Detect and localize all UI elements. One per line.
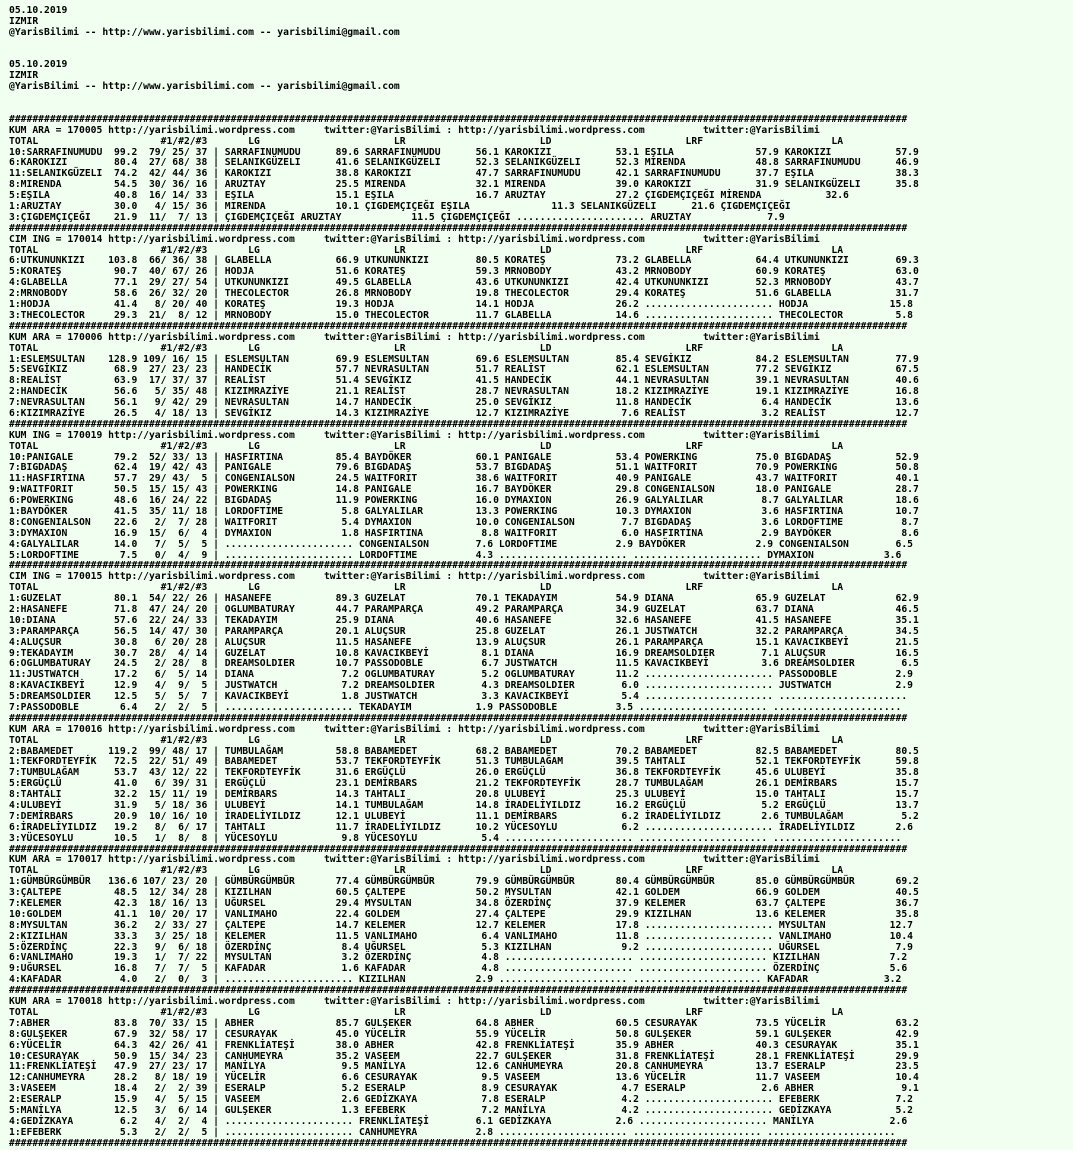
separator-line: ##########################################################################################################################################################	[9, 713, 908, 724]
race-row: 3:ÇALTEPE 48.5 12/ 34/ 28 | KIZILHAN 60.5 ÇALTEPE 50.2 MYSULTAN 42.1 GOLDEM 66.9 GOLDEM 40.5	[9, 887, 919, 899]
race-row: 8:MYSULTAN 36.2 2/ 33/ 27 | ÇALTEPE 14.7 KELEMER 12.7 KELEMER 17.8 ...................... MYSULTAN 12.7	[9, 919, 914, 931]
race-row: 7:NEVRASULTAN 56.1 9/ 42/ 29 | NEVRASULTAN 14.7 HANDECİK 25.0 SEVGİKIZ 11.8 HANDECİK 6.4 HANDECİK 13.6	[9, 397, 919, 409]
race-row: 7:TUMBULAĞAM 53.7 43/ 12/ 22 | TEKFORDTEYFİK 31.6 ERGÜÇLÜ 26.0 ERGÜÇLÜ 36.8 TEKFORDTEYFİK 45.6 ULUBEYİ 35.8	[9, 767, 919, 779]
race-row: 6:VANLIMAHO 19.3 1/ 7/ 22 | MYSULTAN 3.2 ÖZERDİNÇ 4.8 ...................... ...................... KIZILHAN 7.2	[9, 952, 908, 964]
separator-line: ##########################################################################################################################################################	[9, 114, 908, 125]
separator-line: ##########################################################################################################################################################	[9, 419, 908, 430]
race-row: 4:GALYALILAR 14.0 7/ 5/ 5 | ...................... CONGENIALSON 7.6 LORDOFTIME 2.9 BAYDÖKER 2.9 CONGENIALSON 6.5	[9, 538, 914, 550]
race-row: 5:DREAMSOLDIER 12.5 5/ 5/ 7 | KAVACIKBEYİ 1.8 JUSTWATCH 3.3 KAVACIKBEYİ 5.4 ...................... ......................	[9, 691, 908, 703]
header-contact: @YarisBilimi -- http://www.yarisbilimi.com -- yarisbilimi@gmail.com	[9, 26, 400, 38]
race-row: 2:KIZILHAN 33.3 3/ 25/ 18 | KELEMER 11.5 VANLIMAHO 6.4 VANLIMAHO 11.8 ...................... VANLIMAHO 10.4	[9, 930, 914, 942]
race-row: 8:GULŞEKER 67.9 32/ 58/ 17 | CESURAYAK 45.0 YÜCELİR 55.9 YÜCELİR 50.8 GULŞEKER 59.1 GULŞEKER 42.9	[9, 1028, 919, 1040]
race-row: 6:UTKUNUNKIZI 103.8 66/ 36/ 38 | GLABELLA 66.9 UTKUNUNKIZI 80.5 KORATEŞ 73.2 GLABELLA 64.4 UTKUNUNKIZI 69.3	[9, 255, 919, 267]
race-row: 3:THECOLECTOR 29.3 21/ 8/ 12 | MRNOBODY 15.0 THECOLECTOR 11.7 GLABELLA 14.6 ...................... THECOLECTOR 5.8	[9, 309, 914, 321]
race-row: 7:KELEMER 42.3 18/ 16/ 13 | UĞURSEL 29.4 MYSULTAN 34.8 ÖZERDİNÇ 37.9 KELEMER 63.7 ÇALTEPE 36.7	[9, 898, 919, 910]
race-row: 6:YÜCELİR 64.3 42/ 26/ 41 | FRENKLİATEŞİ 38.0 ABHER 42.8 FRENKLİATEŞİ 35.9 ABHER 40.3 CESURAYAK 35.1	[9, 1039, 919, 1051]
race-row: 7:DEMİRBARS 20.9 10/ 16/ 10 | İRADELİYILDIZ 12.1 ULUBEYİ 11.1 DEMİRBARS 6.2 İRADELİYILDIZ 2.6 TUMBULAĞAM 5.2	[9, 810, 919, 822]
race-row: 10:SARRAFINUMUDU 99.2 79/ 25/ 37 | SARRAFINUMUDU 89.6 SARRAFINUMUDU 56.1 KAROKIZI 53.1 EŞILA 57.9 KAROKIZI 57.9	[9, 146, 919, 158]
race-title: KUM ARA = 170017 http://yarisbilimi.wordpress.com twitter:@YarisBilimi : http://yarisbilimi.wordpress.com twitter:@YarisBilimi	[9, 854, 820, 866]
race-title: KUM ING = 170019 http://yarisbilimi.wordpress.com twitter:@YarisBilimi : http://yarisbilimi.wordpress.com twitter:@YarisBilimi	[9, 429, 820, 441]
separator-line: ##########################################################################################################################################################	[9, 1138, 908, 1149]
race-column-header: TOTAL #1/#2/#3 LG LR LD LRF LA	[9, 582, 844, 594]
race-row: 3:ÇIGDEMÇIÇEĞI 21.9 11/ 7/ 13 | ÇIGDEMÇIÇEĞI ARUZTAY 11.5 ÇIGDEMÇIÇEĞI ...................... ARUZTAY 7.9	[9, 211, 785, 223]
race-title: KUM ARA = 170016 http://yarisbilimi.wordpress.com twitter:@YarisBilimi : http://yarisbilimi.wordpress.com twitter:@YarisBilimi	[9, 723, 820, 735]
race-row: 1:HODJA 41.4 8/ 20/ 40 | KORATEŞ 19.3 HODJA 14.1 HODJA 26.2 ...................... HODJA 15.8	[9, 299, 914, 311]
race-row: 6:KIZIMRAZİYE 26.5 4/ 18/ 13 | SEVGİKIZ 14.3 KIZIMRAZİYE 12.7 KIZIMRAZİYE 7.6 REALİST 3.2 REALİST 12.7	[9, 407, 919, 419]
race-row: 8:REALİST 63.9 17/ 37/ 37 | REALİST 51.4 SEVGİKIZ 41.5 HANDECİK 44.1 NEVRASULTAN 39.1 NEVRASULTAN 40.6	[9, 375, 919, 387]
race-row: 11:SELANIKGÜZELI 74.2 42/ 44/ 36 | KAROKIZI 38.8 KAROKIZI 47.7 SARRAFINUMUDU 42.1 SARRAFINUMUDU 37.7 EŞILA 38.3	[9, 168, 919, 180]
race-row: 9:WAITFORIT 50.5 15/ 15/ 43 | POWERKING 14.8 PANIGALE 16.7 BAYDÖKER 29.8 CONGENIALSON 18.0 PANIGALE 28.7	[9, 484, 919, 496]
blank-line	[9, 93, 1073, 104]
race-row: 6:İRADELİYILDIZ 19.2 8/ 6/ 17 | TAHTALI 11.7 İRADELİYILDIZ 10.2 YÜCESOYLU 6.2 ...................... İRADELİYILDIZ 2.6	[9, 821, 914, 833]
race-column-header: TOTAL #1/#2/#3 LG LR LD LRF LA	[9, 135, 844, 147]
race-row: 7:BIGDADAŞ 62.4 19/ 42/ 43 | PANIGALE 79.6 BIGDADAŞ 53.7 BIGDADAŞ 51.1 WAITFORIT 70.9 POWERKING 50.8	[9, 462, 919, 474]
separator-line: ##########################################################################################################################################################	[9, 223, 908, 234]
separator-line: ##########################################################################################################################################################	[9, 844, 908, 855]
race-row: 1:ARUZTAY 30.0 4/ 15/ 36 | MIRENDA 10.1 ÇIGDEMÇIÇEĞI EŞILA 11.3 SELANIKGÜZELI 21.6 ÇIGDEMÇIÇEĞI	[9, 201, 791, 213]
race-column-header: TOTAL #1/#2/#3 LG LR LD LRF LA	[9, 440, 844, 452]
separator-line: ##########################################################################################################################################################	[9, 986, 908, 997]
race-row: 4:ULUBEYİ 31.9 5/ 18/ 36 | ULUBEYİ 14.1 TUMBULAĞAM 14.8 İRADELİYILDIZ 16.2 ERGÜÇLÜ 5.2 ERGÜÇLÜ 13.7	[9, 800, 919, 812]
race-row: 6:POWERKING 48.6 16/ 24/ 22 | BIGDADAŞ 11.9 POWERKING 16.0 DYMAXION 26.9 GALYALILAR 8.7 GALYALILAR 18.6	[9, 495, 919, 507]
race-row: 2:HANDECİK 56.6 5/ 35/ 48 | KIZIMRAZİYE 21.1 REALİST 28.7 NEVRASULTAN 18.2 KIZIMRAZİYE 19.1 KIZIMRAZİYE 16.8	[9, 386, 919, 398]
race-column-header: TOTAL #1/#2/#3 LG LR LD LRF LA	[9, 1006, 844, 1018]
blank-line	[9, 50, 1073, 61]
race-row: 9:TEKADAYIM 30.7 28/ 4/ 14 | GUZELAT 10.8 KAVACIKBEYİ 8.1 DIANA 16.9 DREAMSOLDIER 7.1 ALUÇSUR 16.5	[9, 647, 919, 659]
header-contact: @YarisBilimi -- http://www.yarisbilimi.com -- yarisbilimi@gmail.com	[9, 81, 400, 93]
separator-line: ##########################################################################################################################################################	[9, 321, 908, 332]
race-row: 10:PANIGALE 79.2 52/ 33/ 13 | HASFIRTINA 85.4 BAYDÖKER 60.1 PANIGALE 53.4 POWERKING 75.0 BIGDADAŞ 52.9	[9, 451, 919, 463]
race-row: 4:GLABELLA 77.1 29/ 27/ 54 | UTKUNUNKIZI 49.5 GLABELLA 43.6 UTKUNUNKIZI 42.4 UTKUNUNKIZI 52.3 MRNOBODY 43.7	[9, 277, 919, 289]
race-row: 11:HASFIRTINA 57.7 29/ 43/ 5 | CONGENIALSON 24.5 WAITFORIT 38.6 WAITFORIT 40.9 PANIGALE 43.7 WAITFORIT 40.1	[9, 473, 919, 485]
separator-line: ##########################################################################################################################################################	[9, 561, 908, 572]
race-row: 11:JUSTWATCH 17.2 6/ 5/ 14 | DIANA 7.2 OGLUMBATURAY 5.2 OGLUMBATURAY 11.2 ...................... PASSODOBLE 2.9	[9, 669, 914, 681]
blank-line	[9, 39, 1073, 50]
race-row: 7:ABHER 83.8 70/ 33/ 15 | ABHER 85.7 GULŞEKER 64.8 ABHER 60.5 CESURAYAK 73.5 YÜCELİR 63.2	[9, 1017, 919, 1029]
race-row: 2:MRNOBODY 58.6 26/ 32/ 20 | THECOLECTOR 26.8 MRNOBODY 19.8 THECOLECTOR 29.4 KORATEŞ 51.6 GLABELLA 31.7	[9, 288, 919, 300]
header-date: 05.10.2019	[9, 59, 68, 71]
race-row: 11:FRENKLİATEŞİ 47.9 27/ 23/ 17 | MANİLYA 9.5 MANİLYA 12.6 CANHUMEYRA 20.8 CANHUMEYRA 13.7 ESERALP 23.5	[9, 1061, 919, 1073]
header-city: IZMIR	[9, 70, 39, 82]
race-row: 10:CESURAYAK 50.9 15/ 34/ 23 | CANHUMEYRA 35.2 VASEEM 22.7 GULŞEKER 31.8 FRENKLİATEŞİ 28.1 FRENKLİATEŞİ 29.9	[9, 1050, 919, 1062]
race-row: 1:BAYDÖKER 41.5 35/ 11/ 18 | LORDOFTIME 5.8 GALYALILAR 13.3 POWERKING 10.3 DYMAXION 3.6 HASFIRTINA 10.7	[9, 505, 919, 517]
race-row: 5:LORDOFTIME 7.5 0/ 4/ 9 | ...................... LORDOFTIME 4.3 ...................... ...................... DYMAXION 3.6	[9, 549, 902, 561]
blank-line	[9, 104, 1073, 115]
race-row: 5:KORATEŞ 90.7 40/ 67/ 26 | HODJA 51.6 KORATEŞ 59.3 MRNOBODY 43.2 MRNOBODY 60.9 KORATEŞ 63.0	[9, 266, 919, 278]
race-row: 10:DIANA 57.6 22/ 24/ 33 | TEKADAYIM 25.9 DIANA 40.6 HASANEFE 32.6 HASANEFE 41.5 HASANEFE 35.1	[9, 614, 919, 626]
race-column-header: TOTAL #1/#2/#3 LG LR LD LRF LA	[9, 734, 844, 746]
race-row: 10:GOLDEM 41.1 10/ 20/ 17 | VANLIMAHO 22.4 GOLDEM 27.4 ÇALTEPE 29.9 KIZILHAN 13.6 KELEMER 35.8	[9, 908, 919, 920]
race-title: KUM ARA = 170005 http://yarisbilimi.wordpress.com twitter:@YarisBilimi : http://yarisbilimi.wordpress.com twitter:@YarisBilimi	[9, 124, 820, 136]
race-row: 3:VASEEM 18.4 2/ 2/ 39 | ESERALP 5.2 ESERALP 8.9 CESURAYAK 4.7 ESERALP 2.6 ABHER 9.1	[9, 1083, 919, 1095]
race-column-header: TOTAL #1/#2/#3 LG LR LD LRF LA	[9, 342, 844, 354]
race-row: 5:EŞILA 40.8 16/ 14/ 33 | EŞILA 15.1 EŞILA 16.7 ARUZTAY 27.2 ÇIGDEMÇIÇEĞI MİRENDA 32.6	[9, 190, 849, 202]
race-row: 5:SEVGİKIZ 68.9 27/ 23/ 23 | HANDECİK 57.7 NEVRASULTAN 51.7 REALİST 62.1 ESLEMSULTAN 77.2 SEVGİKIZ 67.5	[9, 364, 919, 376]
race-row: 1:EFEBERK 5.3 2/ 2/ 5 | ...................... CANHUMEYRA 2.8 ...................... ...................... ......................	[9, 1126, 896, 1138]
race-title: KUM ARA = 170006 http://yarisbilimi.wordpress.com twitter:@YarisBilimi : http://yarisbilimi.wordpress.com twitter:@YarisBilimi	[9, 331, 820, 343]
race-row: 6:KAROKIZI 80.4 27/ 68/ 38 | SELANIKGÜZELI 41.6 SELANIKGÜZELI 52.3 SELANIKGÜZELI 52.3 MIRENDA 48.8 SARRAFINUMUDU 46.9	[9, 157, 919, 169]
race-row: 3:DYMAXION 16.9 15/ 6/ 4 | DYMAXION 1.8 HASFIRTINA 8.8 WAITFORIT 6.0 HASFIRTINA 2.9 BAYDÖKER 8.6	[9, 527, 919, 539]
race-title: CIM ING = 170015 http://yarisbilimi.wordpress.com twitter:@YarisBilimi : http://yarisbilimi.wordpress.com twitter:@YarisBilimi	[9, 571, 820, 583]
race-row: 4:KAFADAR 4.0 2/ 0/ 3 | ...................... KIZILHAN 2.9 ...................... ...................... KAFADAR 3.2	[9, 974, 902, 986]
race-column-header: TOTAL #1/#2/#3 LG LR LD LRF LA	[9, 865, 844, 877]
race-row: 3:YÜCESOYLU 10.5 1/ 8/ 8 | YÜCESOYLU 9.8 YÜCESOYLU 5.4 ...................... ...................... ......................	[9, 832, 902, 844]
race-row: 3:PARAMPARÇA 56.5 14/ 47/ 30 | PARAMPARÇA 20.1 ALUÇSUR 25.8 GUZELAT 26.1 JUSTWATCH 32.2 PARAMPARÇA 34.5	[9, 625, 919, 637]
race-row: 8:CONGENIALSON 22.6 2/ 7/ 28 | WAITFORIT 5.4 DYMAXION 10.0 CONGENIALSON 7.7 BIGDADAŞ 3.6 LORDOFTIME 8.7	[9, 516, 919, 528]
race-title: CIM ING = 170014 http://yarisbilimi.wordpress.com twitter:@YarisBilimi : http://yarisbilimi.wordpress.com twitter:@YarisBilimi	[9, 233, 820, 245]
header-date: 05.10.2019	[9, 5, 68, 16]
race-row: 2:ESERALP 15.9 4/ 5/ 15 | VASEEM 2.6 GEDİZKAYA 7.8 ESERALP 4.2 ...................... EFEBERK 7.2	[9, 1094, 914, 1106]
race-row: 1:TEKFORDTEYFİK 72.5 22/ 51/ 49 | BABAMEDET 53.7 TEKFORDTEYFİK 51.3 TUMBULAĞAM 39.5 TAHTALI 52.1 TEKFORDTEYFİK 59.8	[9, 756, 919, 768]
race-row: 1:GUZELAT 80.1 54/ 22/ 26 | HASANEFE 89.3 GUZELAT 70.1 TEKADAYIM 54.9 DIANA 65.9 GUZELAT 62.9	[9, 593, 919, 605]
race-row: 1:GÜMBÜRGÜMBÜR 136.6 107/ 23/ 20 | GÜMBÜRGÜMBÜR 77.4 GÜMBÜRGÜMBÜR 79.9 GÜMBÜRGÜMBÜR 80.4 GÜMBÜRGÜMBÜR 85.0 GÜMBÜRGÜMBÜR 69.2	[9, 876, 919, 888]
race-row: 8:TAHTALI 32.2 15/ 11/ 19 | DEMİRBARS 14.3 TAHTALI 20.8 ULUBEYİ 25.3 ULUBEYİ 15.0 TAHTALI 15.7	[9, 789, 919, 801]
race-row: 8:KAVACIKBEYİ 12.9 4/ 9/ 5 | JUSTWATCH 7.2 DREAMSOLDIER 4.3 DREAMSOLDIER 6.0 ...................... JUSTWATCH 2.9	[9, 680, 914, 692]
race-row: 12:CANHUMEYRA 28.2 8/ 18/ 19 | YÜCELİR 6.6 CESURAYAK 9.5 VASEEM 13.6 YÜCELİR 11.7 VASEEM 10.4	[9, 1072, 919, 1084]
race-row: 2:BABAMEDET 119.2 99/ 48/ 17 | TUMBULAĞAM 58.8 BABAMEDET 68.2 BABAMEDET 70.2 BABAMEDET 82.5 BABAMEDET 80.5	[9, 745, 919, 757]
race-row: 5:ÖZERDİNÇ 22.3 9/ 6/ 18 | ÖZERDİNÇ 8.4 UĞURSEL 5.3 KIZILHAN 9.2 ...................... UĞURSEL 7.9	[9, 941, 914, 953]
race-row: 4:GEDİZKAYA 6.2 4/ 2/ 4 | ...................... FRENKLİATEŞİ 6.1 GEDİZKAYA 2.6 ...................... MANİLYA 2.6	[9, 1115, 908, 1127]
race-column-header: TOTAL #1/#2/#3 LG LR LD LRF LA	[9, 244, 844, 256]
race-row: 6:OGLUMBATURAY 24.5 2/ 28/ 8 | DREAMSOLDIER 10.7 PASSODOBLE 6.7 JUSTWATCH 11.5 KAVACIKBEYİ 3.6 DREAMSOLDIER 6.5	[9, 658, 919, 670]
header-city: IZMIR	[9, 15, 39, 27]
race-row: 8:MIRENDA 54.5 30/ 36/ 16 | ARUZTAY 25.5 MIRENDA 32.1 MIRENDA 39.0 KAROKIZI 31.9 SELANIKGÜZELI 35.8	[9, 179, 919, 191]
race-row: 2:HASANEFE 71.8 47/ 24/ 20 | OGLUMBATURAY 44.7 PARAMPARÇA 49.2 PARAMPARÇA 34.9 GUZELAT 63.7 DIANA 46.5	[9, 603, 919, 615]
race-row: 1:ESLEMSULTAN 128.9 109/ 16/ 15 | ESLEMSULTAN 69.9 ESLEMSULTAN 69.6 ESLEMSULTAN 85.4 SEVGİKIZ 84.2 ESLEMSULTAN 77.9	[9, 353, 919, 365]
race-row: 5:MANİLYA 12.5 3/ 6/ 14 | GULŞEKER 1.3 EFEBERK 7.2 MANİLYA 4.2 ...................... GEDİZKAYA 5.2	[9, 1104, 914, 1116]
race-row: 7:PASSODOBLE 6.4 2/ 2/ 5 | ...................... TEKADAYIM 1.9 PASSODOBLE 3.5 ...................... ......................	[9, 702, 902, 713]
race-row: 5:ERGÜÇLÜ 41.0 6/ 39/ 31 | ERGÜÇLÜ 23.1 DEMİRBARS 21.2 TEKFORDTEYFİK 28.7 TUMBULAĞAM 26.1 DEMİRBARS 15.7	[9, 778, 919, 790]
race-row: 9:UĞURSEL 16.8 7/ 7/ 5 | KAFADAR 1.6 KAFADAR 4.8 ...................... ...................... ÖZERDİNÇ 5.6	[9, 963, 908, 975]
race-row: 4:ALUÇSUR 30.8 6/ 20/ 28 | ALUÇSUR 11.5 HASANEFE 13.9 ALUÇSUR 26.1 PARAMPARÇA 15.1 KAVACIKBEYİ 21.5	[9, 636, 919, 648]
race-title: KUM ARA = 170018 http://yarisbilimi.wordpress.com twitter:@YarisBilimi : http://yarisbilimi.wordpress.com twitter:@YarisBilimi	[9, 996, 820, 1008]
